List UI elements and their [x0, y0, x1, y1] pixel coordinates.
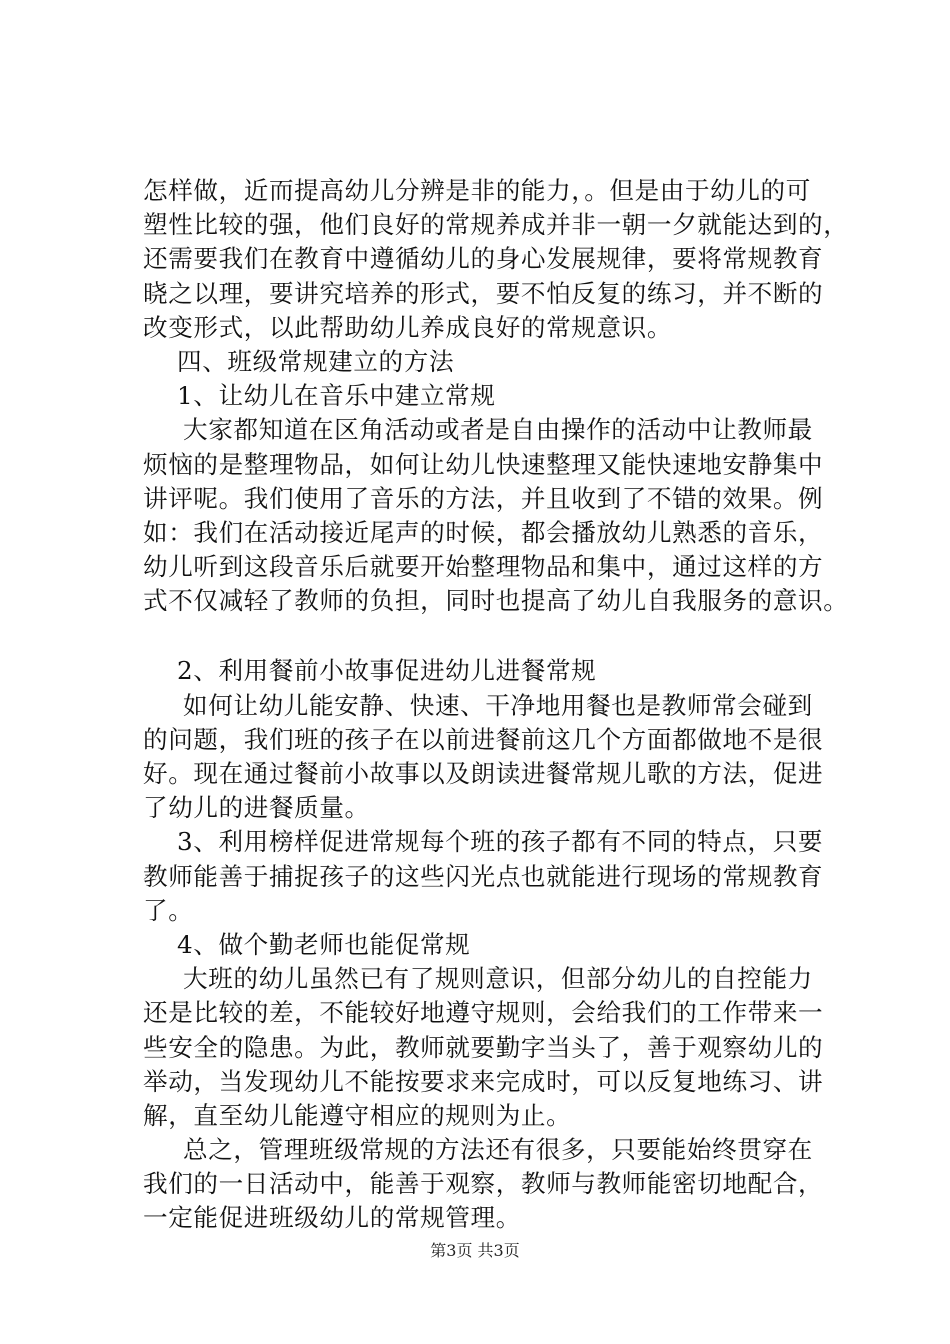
- text-line: 举动，当发现幼儿不能按要求来完成时，可以反复地练习、讲: [143, 1066, 824, 1096]
- text-line: 我们的一日活动中，能善于观察，教师与教师能密切地配合，: [143, 1169, 824, 1199]
- text-line: 些安全的隐患。为此，教师就要勤字当头了，善于观察幼儿的: [143, 1032, 824, 1062]
- subsection-heading: 4、做个勤老师也能促常规: [177, 929, 471, 959]
- text-line: 一定能促进班级幼儿的常规管理。: [143, 1203, 521, 1233]
- text-line: 解，直至幼儿能遵守相应的规则为止。: [143, 1100, 572, 1130]
- text-line: 幼儿听到这段音乐后就要开始整理物品和集中，通过这样的方: [143, 552, 824, 582]
- text-line: 好。现在通过餐前小故事以及朗读进餐常规儿歌的方法，促进: [143, 759, 824, 788]
- text-line: 还是比较的差，不能较好地遵守规则，会给我们的工作带来一: [143, 998, 824, 1028]
- document-body: [143, 174, 849, 1236]
- text-line: 晓之以理，要讲究培养的形式，要不怕反复的练习，并不断的: [143, 278, 824, 308]
- text-line: 如何让幼儿能安静、快速、干净地用餐也是教师常会碰到: [183, 690, 813, 720]
- text-line: 教师能善于捕捉孩子的这些闪光点也就能进行现场的常规教育: [143, 861, 824, 891]
- text-line: 塑性比较的强，他们良好的常规养成并非一朝一夕就能达到的，: [143, 210, 849, 240]
- text-line: 讲评呢。我们使用了音乐的方法，并且收到了不错的效果。例: [143, 483, 824, 513]
- subsection-heading: 3、利用榜样促进常规每个班的孩子都有不同的特点，只要: [177, 827, 824, 857]
- text-line: 了。: [143, 895, 194, 925]
- text-line: 式不仅减轻了教师的负担，同时也提高了幼儿自我服务的意识。: [143, 586, 849, 616]
- text-line: 大家都知道在区角活动或者是自由操作的活动中让教师最: [183, 415, 813, 445]
- text-line: 还需要我们在教育中遵循幼儿的身心发展规律，要将常规教育: [143, 244, 824, 274]
- text-line: 改变形式，以此帮助幼儿养成良好的常规意识。: [143, 312, 673, 342]
- subsection-heading: 2、利用餐前小故事促进幼儿进餐常规: [177, 656, 597, 686]
- text-line: 大班的幼儿虽然已有了规则意识，但部分幼儿的自控能力: [183, 964, 813, 994]
- subsection-heading: 1、让幼儿在音乐中建立常规: [177, 381, 496, 411]
- section-heading: 四、班级常规建立的方法: [177, 346, 455, 376]
- text-line: 如：我们在活动接近尾声的时候，都会播放幼儿熟悉的音乐，: [143, 517, 824, 547]
- text-line: 的问题，我们班的孩子在以前进餐前这几个方面都做地不是很: [143, 724, 824, 754]
- text-line: 总之，管理班级常规的方法还有很多，只要能始终贯穿在: [183, 1135, 813, 1165]
- paragraph-gap: [143, 618, 843, 654]
- text-line: 怎样做，近而提高幼儿分辨是非的能力，。但是由于幼儿的可: [143, 176, 811, 205]
- page-number-footer: 第3页 共3页: [430, 1241, 520, 1260]
- text-line: 了幼儿的进餐质量。: [143, 793, 370, 823]
- text-line: 烦恼的是整理物品，如何让幼儿快速整理又能快速地安静集中: [143, 449, 824, 479]
